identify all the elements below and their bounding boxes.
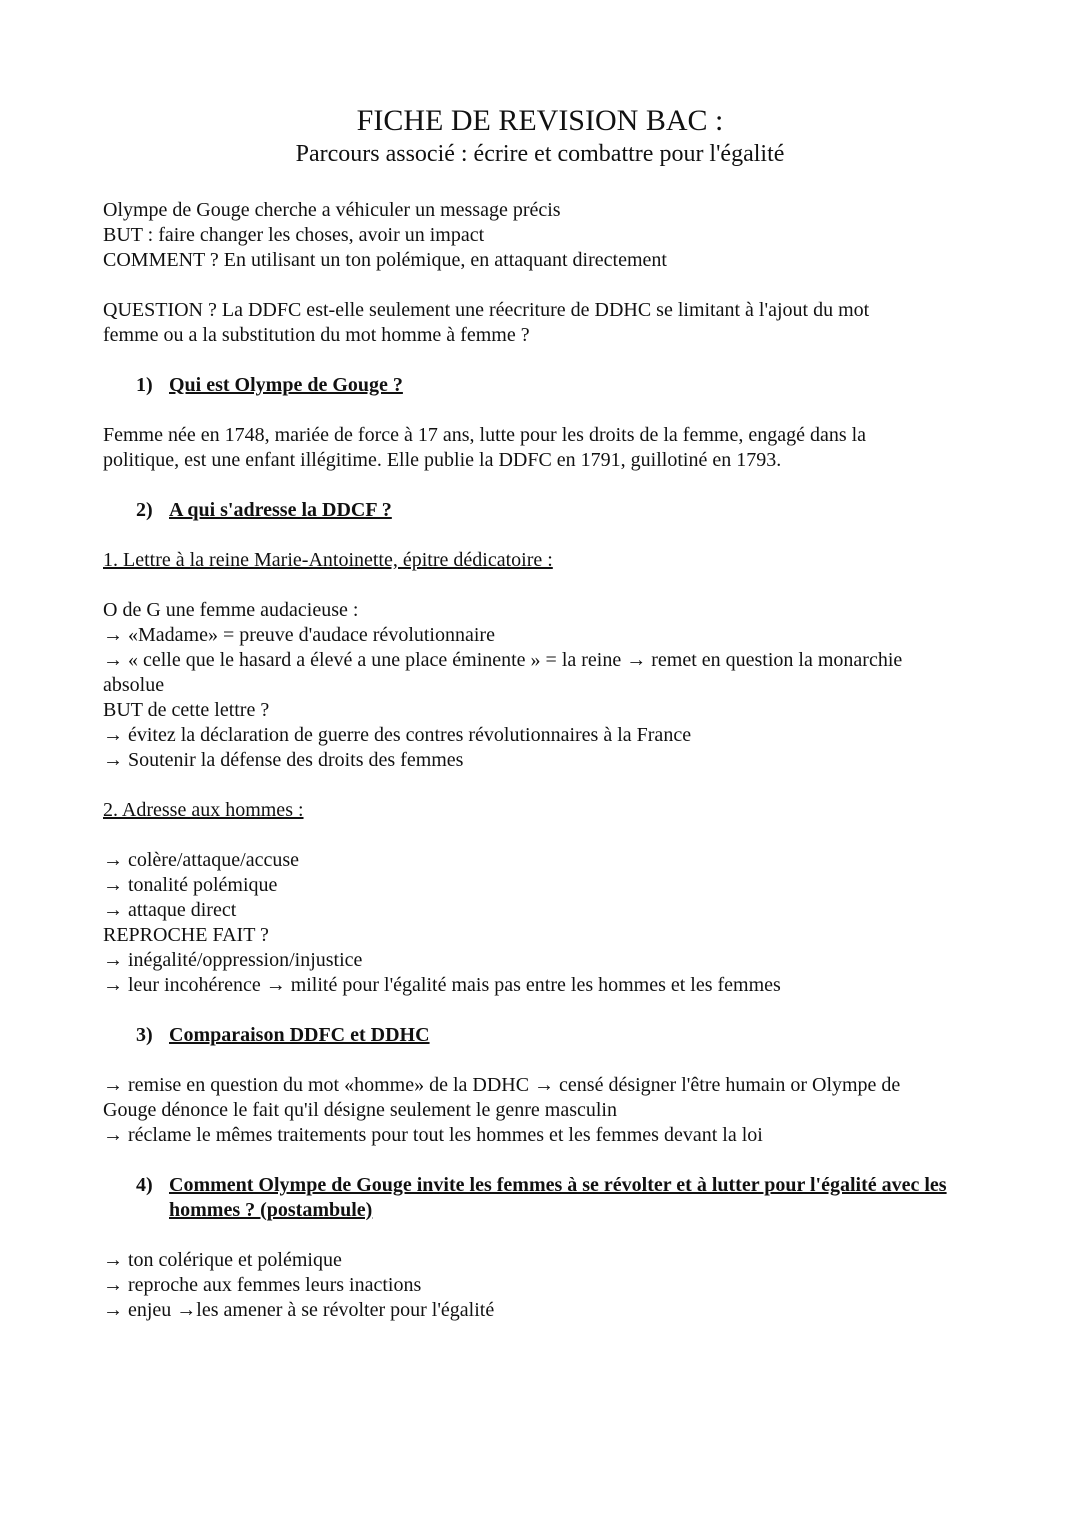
text-line: QUESTION ? La DDFC est-elle seulement une réecriture de DDHC se limitant à l'ajout du mot <box>103 299 870 321</box>
blank-line <box>103 398 983 423</box>
section-heading <box>103 1023 983 1048</box>
blank-line <box>103 573 983 598</box>
text-line: → Soutenir la défense des droits des femmes <box>103 749 464 771</box>
document-subtitle: Parcours associé : écrire et combattre pour l'égalité <box>295 141 785 167</box>
section-heading <box>103 1173 983 1223</box>
text-line: → «Madame» = preuve d'audace révolutionnaire <box>103 624 495 646</box>
text-line: O de G une femme audacieuse : <box>103 599 359 621</box>
blank-line <box>103 1223 983 1248</box>
blank-line <box>103 523 983 548</box>
text-line: Femme née en 1748, mariée de force à 17 ans, lutte pour les droits de la femme, engagé dans la <box>103 424 867 446</box>
blank-line <box>103 273 983 298</box>
section-heading <box>103 373 983 398</box>
text-line: Olympe de Gouge cherche a véhiculer un message précis <box>103 199 561 221</box>
text-line: femme ou a la substitution du mot homme à femme ? <box>103 324 530 346</box>
section-number: 3) <box>136 1024 153 1046</box>
text-line: → reproche aux femmes leurs inactions <box>103 1274 422 1296</box>
text-line: → inégalité/oppression/injustice <box>103 949 363 971</box>
text-line: absolue <box>103 674 165 696</box>
blank-line <box>103 473 983 498</box>
section-title: Qui est Olympe de Gouge ? <box>169 374 403 396</box>
text-line: → ton colérique et polémique <box>103 1249 342 1271</box>
section-number: 1) <box>136 374 153 396</box>
blank-line <box>103 773 983 798</box>
blank-line <box>103 1148 983 1173</box>
text-line: → remise en question du mot «homme» de la DDHC → censé désigner l'être humain or Olympe de <box>103 1074 901 1096</box>
text-line: → colère/attaque/accuse <box>103 849 299 871</box>
section-heading <box>103 498 983 523</box>
section-title: A qui s'adresse la DDCF ? <box>169 499 392 521</box>
text-line: Gouge dénonce le fait qu'il désigne seulement le genre masculin <box>103 1099 617 1121</box>
text-line: → enjeu →les amener à se révolter pour l'égalité <box>103 1299 495 1321</box>
blank-line <box>103 348 983 373</box>
section-title: Comment Olympe de Gouge invite les femmes à se révolter et à lutter pour l'égalité avec les hommes ? (postambule) <box>169 1174 947 1221</box>
blank-line <box>103 1048 983 1073</box>
text-line: politique, est une enfant illégitime. Elle publie la DDFC en 1791, guillotiné en 1793. <box>103 449 782 471</box>
text-line: BUT de cette lettre ? <box>103 699 270 721</box>
text-line: → « celle que le hasard a élevé a une place éminente » = la reine → remet en question la monarchie <box>103 649 903 671</box>
text-line: COMMENT ? En utilisant un ton polémique, en attaquant directement <box>103 249 667 271</box>
section-number: 4) <box>136 1174 153 1196</box>
document-title: FICHE DE REVISION BAC : <box>356 104 724 137</box>
section-number: 2) <box>136 499 153 521</box>
subsection-heading: 1. Lettre à la reine Marie-Antoinette, épitre dédicatoire : <box>103 549 553 571</box>
blank-line <box>103 998 983 1023</box>
text-line: → tonalité polémique <box>103 874 278 896</box>
section-title: Comparaison DDFC et DDHC <box>169 1024 430 1046</box>
text-line: BUT : faire changer les choses, avoir un impact <box>103 224 485 246</box>
blank-line <box>103 823 983 848</box>
text-line: REPROCHE FAIT ? <box>103 924 269 946</box>
subsection-heading: 2. Adresse aux hommes : <box>103 799 304 821</box>
text-line: → leur incohérence → milité pour l'égalité mais pas entre les hommes et les femmes <box>103 974 781 996</box>
text-line: → réclame le mêmes traitements pour tout les hommes et les femmes devant la loi <box>103 1124 763 1146</box>
document-body <box>103 198 983 1323</box>
text-line: → évitez la déclaration de guerre des contres révolutionnaires à la France <box>103 724 692 746</box>
text-line: → attaque direct <box>103 899 237 921</box>
